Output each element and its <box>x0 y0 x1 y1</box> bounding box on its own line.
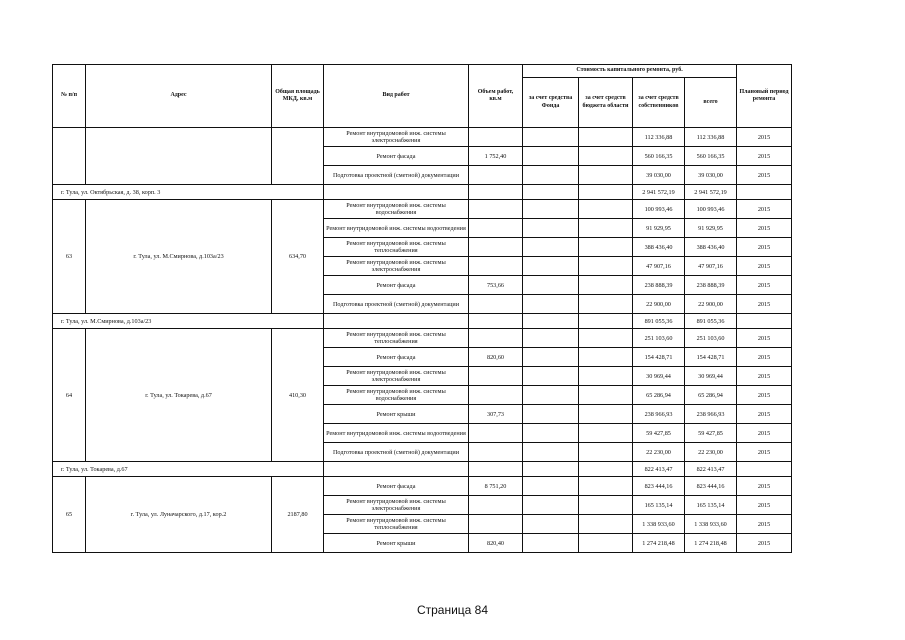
cell-fund <box>523 348 579 367</box>
cell-total: 238 966,93 <box>685 405 737 424</box>
cell-fund <box>523 295 579 314</box>
cell-year: 2015 <box>737 219 792 238</box>
cell-budget <box>579 348 633 367</box>
cell-volume <box>469 166 523 185</box>
header-year: Плановый период ремонта <box>737 65 792 128</box>
cell-volume: 1 752,40 <box>469 147 523 166</box>
summary-address: г. Тула, ул. Октябрьская, д. 38, корп. 3 <box>53 185 324 200</box>
cell-fund <box>523 367 579 386</box>
cell-address: г. Тула, ул. Луначарского, д.17, кор.2 <box>86 477 272 553</box>
cell-total: 823 444,16 <box>685 477 737 496</box>
cell-owners: 1 338 933,60 <box>633 515 685 534</box>
cell-work-type: Ремонт внутридомовой инж. системы электроснабжения <box>324 496 469 515</box>
cell-budget <box>579 515 633 534</box>
cell-volume <box>469 386 523 405</box>
cell-year: 2015 <box>737 276 792 295</box>
cell-owners: 91 929,95 <box>633 219 685 238</box>
cell-volume: 820,60 <box>469 348 523 367</box>
cell-budget <box>579 405 633 424</box>
cell-fund <box>523 147 579 166</box>
cell-year: 2015 <box>737 424 792 443</box>
summary-owners: 891 055,36 <box>633 314 685 329</box>
table-body <box>53 128 792 553</box>
table-row <box>53 477 792 496</box>
cell-year: 2015 <box>737 348 792 367</box>
cell-fund <box>523 405 579 424</box>
cell-owners: 238 888,39 <box>633 276 685 295</box>
cell-owners: 1 274 218,48 <box>633 534 685 553</box>
cell-volume: 8 751,20 <box>469 477 523 496</box>
summary-row <box>53 185 792 200</box>
cell-volume: 820,40 <box>469 534 523 553</box>
cell-budget <box>579 257 633 276</box>
cell-budget <box>579 534 633 553</box>
cell-year <box>737 185 792 200</box>
cell-num: 64 <box>53 329 86 462</box>
cell-volume <box>469 200 523 219</box>
cell-total: 59 427,85 <box>685 424 737 443</box>
cell-total: 1 338 933,60 <box>685 515 737 534</box>
cell-owners: 251 103,60 <box>633 329 685 348</box>
cell-volume <box>469 496 523 515</box>
cell-owners: 165 135,14 <box>633 496 685 515</box>
cell-volume <box>469 257 523 276</box>
cell-owners: 823 444,16 <box>633 477 685 496</box>
cell-work-type: Ремонт крыши <box>324 534 469 553</box>
cell-year: 2015 <box>737 534 792 553</box>
cell-owners: 65 286,94 <box>633 386 685 405</box>
cell-year: 2015 <box>737 238 792 257</box>
cell-fund <box>523 314 579 329</box>
summary-row <box>53 314 792 329</box>
cell-area: 2187,80 <box>272 477 324 553</box>
cell-year: 2015 <box>737 496 792 515</box>
cell-fund <box>523 219 579 238</box>
cell-budget <box>579 219 633 238</box>
cell-budget <box>579 276 633 295</box>
cell-year <box>737 462 792 477</box>
cell-year: 2015 <box>737 147 792 166</box>
cell-budget <box>579 496 633 515</box>
cell-volume <box>469 367 523 386</box>
cell-area: 634,70 <box>272 200 324 314</box>
cell-total: 560 166,35 <box>685 147 737 166</box>
cell-budget <box>579 477 633 496</box>
cell-budget <box>579 200 633 219</box>
cell-work-type: Ремонт внутридомовой инж. системы теплоснабжения <box>324 238 469 257</box>
cell-volume: 753,66 <box>469 276 523 295</box>
summary-total: 2 941 572,19 <box>685 185 737 200</box>
cell-fund <box>523 238 579 257</box>
cell-budget <box>579 386 633 405</box>
table-row <box>53 329 792 348</box>
cell-owners: 560 166,35 <box>633 147 685 166</box>
cell-work-type: Ремонт внутридомовой инж. системы электроснабжения <box>324 367 469 386</box>
cell-total: 165 135,14 <box>685 496 737 515</box>
cell-fund <box>523 128 579 147</box>
cell-budget <box>579 166 633 185</box>
cell-year: 2015 <box>737 257 792 276</box>
cell-year: 2015 <box>737 200 792 219</box>
cell-work-type: Подготовка проектной (сметной) документации <box>324 443 469 462</box>
cell-fund <box>523 534 579 553</box>
cell-budget <box>579 147 633 166</box>
cell-work-type: Ремонт крыши <box>324 405 469 424</box>
cell-owners: 59 427,85 <box>633 424 685 443</box>
cell-budget <box>579 185 633 200</box>
summary-owners: 2 941 572,19 <box>633 185 685 200</box>
cell-total: 47 907,16 <box>685 257 737 276</box>
cell-area: 410,30 <box>272 329 324 462</box>
cell-volume <box>469 185 523 200</box>
cell-year <box>737 314 792 329</box>
cell-work-type: Ремонт внутридомовой инж. системы теплоснабжения <box>324 515 469 534</box>
cell-total: 91 929,95 <box>685 219 737 238</box>
cell-budget <box>579 367 633 386</box>
cell-fund <box>523 515 579 534</box>
header-address: Адрес <box>86 65 272 128</box>
cell-fund <box>523 424 579 443</box>
cell-owners: 22 230,00 <box>633 443 685 462</box>
cell-volume <box>469 424 523 443</box>
table-row <box>53 200 792 219</box>
cell-work-type: Подготовка проектной (сметной) документации <box>324 166 469 185</box>
cell-fund <box>523 462 579 477</box>
cell-total: 100 993,46 <box>685 200 737 219</box>
cell-total: 22 230,00 <box>685 443 737 462</box>
cell-total: 22 900,00 <box>685 295 737 314</box>
header-cost-group: Стоимость капитального ремонта, руб. <box>523 65 737 78</box>
cell-budget <box>579 128 633 147</box>
cell-owners: 22 900,00 <box>633 295 685 314</box>
cell-work-type <box>324 185 469 200</box>
cell-num: 63 <box>53 200 86 314</box>
cell-total: 238 888,39 <box>685 276 737 295</box>
cell-fund <box>523 443 579 462</box>
header-total: всего <box>685 78 737 128</box>
cell-work-type: Ремонт фасада <box>324 147 469 166</box>
cell-owners: 100 993,46 <box>633 200 685 219</box>
cell-address: г. Тула, ул. М.Смирнова, д.103а/23 <box>86 200 272 314</box>
repair-schedule-table <box>52 64 792 553</box>
cell-volume <box>469 295 523 314</box>
table-row <box>53 128 792 147</box>
cell-volume <box>469 515 523 534</box>
header-volume: Объем работ, кв.м <box>469 65 523 128</box>
cell-budget <box>579 329 633 348</box>
cell-work-type: Ремонт внутридомовой инж. системы электроснабжения <box>324 257 469 276</box>
cell-work-type: Ремонт фасада <box>324 348 469 367</box>
header-work-type: Вид работ <box>324 65 469 128</box>
cell-budget <box>579 443 633 462</box>
cell-fund <box>523 477 579 496</box>
cell-volume <box>469 238 523 257</box>
cell-year: 2015 <box>737 477 792 496</box>
cell-budget <box>579 295 633 314</box>
cell-work-type: Ремонт фасада <box>324 477 469 496</box>
cell-work-type: Подготовка проектной (сметной) документации <box>324 295 469 314</box>
cell-budget <box>579 238 633 257</box>
cell-owners: 39 030,00 <box>633 166 685 185</box>
cell-fund <box>523 386 579 405</box>
cell-volume: 307,73 <box>469 405 523 424</box>
cell-work-type <box>324 314 469 329</box>
cell-num <box>53 128 86 185</box>
summary-total: 891 055,36 <box>685 314 737 329</box>
header-num: № п/п <box>53 65 86 128</box>
cell-year: 2015 <box>737 166 792 185</box>
summary-owners: 822 413,47 <box>633 462 685 477</box>
cell-owners: 112 336,88 <box>633 128 685 147</box>
summary-address: г. Тула, ул. М.Смирнова, д.103а/23 <box>53 314 324 329</box>
cell-total: 154 428,71 <box>685 348 737 367</box>
cell-volume <box>469 462 523 477</box>
cell-area <box>272 128 324 185</box>
cell-total: 30 969,44 <box>685 367 737 386</box>
cell-year: 2015 <box>737 295 792 314</box>
cell-volume <box>469 329 523 348</box>
cell-year: 2015 <box>737 128 792 147</box>
cell-owners: 47 907,16 <box>633 257 685 276</box>
cell-fund <box>523 496 579 515</box>
cell-fund <box>523 166 579 185</box>
cell-volume <box>469 219 523 238</box>
cell-owners: 388 436,40 <box>633 238 685 257</box>
cell-volume <box>469 443 523 462</box>
cell-work-type: Ремонт внутридомовой инж. системы электроснабжения <box>324 128 469 147</box>
summary-row <box>53 462 792 477</box>
cell-fund <box>523 200 579 219</box>
cell-total: 39 030,00 <box>685 166 737 185</box>
cell-address <box>86 128 272 185</box>
cell-work-type: Ремонт внутридомовой инж. системы водоснабжения <box>324 200 469 219</box>
cell-address: г. Тула, ул. Токарева, д.67 <box>86 329 272 462</box>
header-area: Общая площадь МКД, кв.м <box>272 65 324 128</box>
cell-total: 388 436,40 <box>685 238 737 257</box>
cell-work-type: Ремонт внутридомовой инж. системы теплоснабжения <box>324 329 469 348</box>
cell-budget <box>579 424 633 443</box>
cell-work-type <box>324 462 469 477</box>
cell-owners: 238 966,93 <box>633 405 685 424</box>
cell-num: 65 <box>53 477 86 553</box>
cell-budget <box>579 462 633 477</box>
cell-volume <box>469 314 523 329</box>
cell-year: 2015 <box>737 367 792 386</box>
cell-work-type: Ремонт внутридомовой инж. системы водоотведения <box>324 424 469 443</box>
cell-year: 2015 <box>737 329 792 348</box>
cell-year: 2015 <box>737 405 792 424</box>
header-owners: за счет средств собственников <box>633 78 685 128</box>
cell-work-type: Ремонт фасада <box>324 276 469 295</box>
cell-year: 2015 <box>737 515 792 534</box>
header-fund: за счет средства Фонда <box>523 78 579 128</box>
cell-total: 112 336,88 <box>685 128 737 147</box>
cell-total: 251 103,60 <box>685 329 737 348</box>
cell-fund <box>523 276 579 295</box>
cell-budget <box>579 314 633 329</box>
summary-address: г. Тула, ул. Токарева, д.67 <box>53 462 324 477</box>
cell-fund <box>523 257 579 276</box>
table-header <box>53 65 792 128</box>
cell-total: 65 286,94 <box>685 386 737 405</box>
cell-fund <box>523 329 579 348</box>
cell-work-type: Ремонт внутридомовой инж. системы водоотведения <box>324 219 469 238</box>
cell-year: 2015 <box>737 386 792 405</box>
cell-fund <box>523 185 579 200</box>
page-number: Страница 84 <box>416 603 489 617</box>
cell-owners: 154 428,71 <box>633 348 685 367</box>
cell-total: 1 274 218,48 <box>685 534 737 553</box>
cell-owners: 30 969,44 <box>633 367 685 386</box>
cell-volume <box>469 128 523 147</box>
cell-work-type: Ремонт внутридомовой инж. системы водоснабжения <box>324 386 469 405</box>
cell-year: 2015 <box>737 443 792 462</box>
header-budget: за счет средств бюджета области <box>579 78 633 128</box>
summary-total: 822 413,47 <box>685 462 737 477</box>
